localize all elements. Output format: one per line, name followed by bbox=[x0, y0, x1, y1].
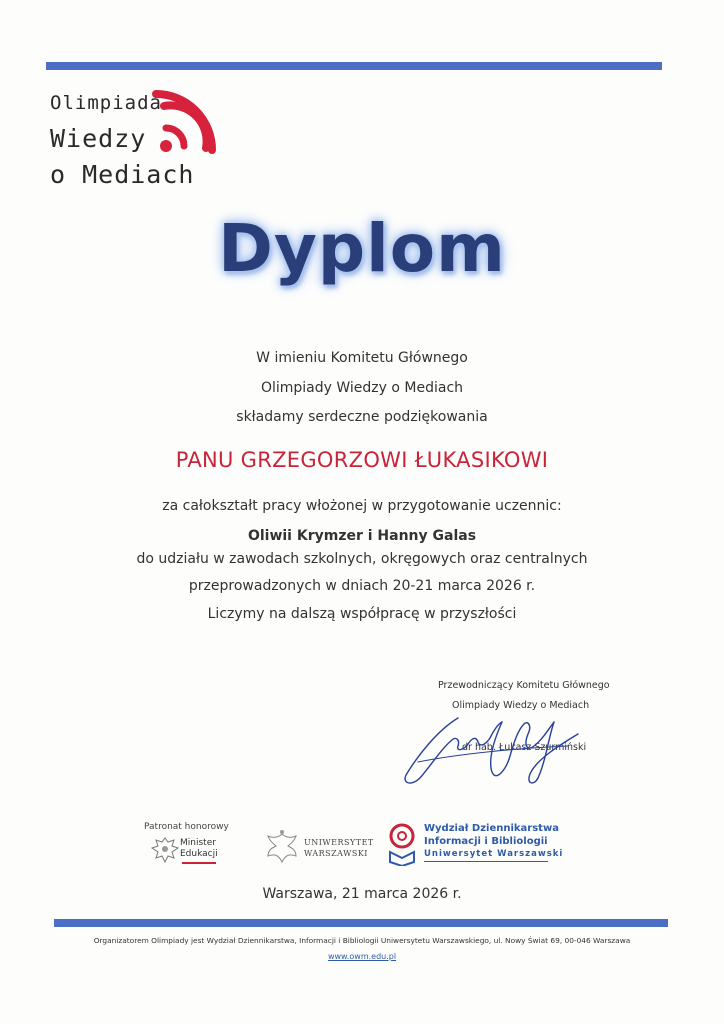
body-line-5: Liczymy na dalszą współpracę w przyszłości bbox=[207, 606, 517, 622]
body-line-3: do udziału w zawodach szkolnych, okręgowych oraz centralnych bbox=[136, 551, 588, 567]
diploma-title: Dyplom bbox=[218, 210, 506, 287]
organizer-footer: Organizatorem Olimpiady jest Wydział Dziennikarstwa, Informacji i Bibliologii Uniwersytetu Warszawskiego, ul. Nowy Świat 69, 00-046 Warszawa bbox=[93, 936, 631, 945]
university-line-2: WARSZAWSKI bbox=[304, 849, 368, 858]
body-line-4: przeprowadzonych w dniach 20-21 marca 2026 r. bbox=[188, 578, 536, 594]
olympiad-logo bbox=[50, 88, 230, 198]
signatory-role-line-2: Olimpiady Wiedzy o Mediach bbox=[452, 700, 590, 711]
patronage-label: Patronat honorowy bbox=[144, 822, 229, 832]
intro-line-3: składamy serdeczne podziękowania bbox=[236, 409, 488, 425]
place-and-date: Warszawa, 21 marca 2026 r. bbox=[262, 886, 462, 902]
minister-line-2: Edukacji bbox=[180, 849, 218, 859]
minister-line-1: Minister bbox=[180, 838, 216, 848]
logo-line-3: o Mediach bbox=[50, 160, 195, 189]
faculty-underline bbox=[424, 861, 548, 862]
minister-underline bbox=[182, 862, 216, 864]
website-link[interactable]: www.owm.edu.pl bbox=[327, 952, 397, 961]
faculty-line-2: Informacji i Bibliologii bbox=[424, 836, 548, 847]
faculty-line-3: Uniwersytet Warszawski bbox=[424, 849, 564, 859]
student-names: Oliwii Krymzer i Hanny Galas bbox=[247, 528, 477, 544]
signal-arcs-icon bbox=[138, 88, 218, 168]
university-eagle-icon bbox=[262, 828, 302, 868]
body-line-1: za całokształt pracy włożonej w przygotowanie uczennic: bbox=[162, 498, 562, 514]
intro-line-1: W imieniu Komitetu Głównego bbox=[256, 350, 468, 366]
bottom-decorative-bar bbox=[54, 919, 668, 927]
eagle-emblem-icon bbox=[150, 834, 180, 866]
signatory-role-line-1: Przewodniczący Komitetu Głównego bbox=[438, 680, 610, 691]
top-decorative-bar bbox=[46, 62, 662, 70]
faculty-logo-icon bbox=[384, 820, 424, 866]
logo-line-2: Wiedzy bbox=[50, 124, 147, 153]
university-name bbox=[304, 837, 374, 859]
faculty-name bbox=[424, 822, 563, 861]
logo-line-1: Olimpiada bbox=[50, 92, 162, 114]
minister-label bbox=[180, 838, 218, 860]
signatory-name: dr hab. Łukasz Szurmiński bbox=[462, 742, 587, 753]
intro-line-2: Olimpiady Wiedzy o Mediach bbox=[260, 380, 464, 396]
university-line-1: UNIWERSYTET bbox=[304, 838, 374, 847]
faculty-line-1: Wydział Dziennikarstwa bbox=[424, 823, 559, 834]
recipient-name: PANU GRZEGORZOWI ŁUKASIKOWI bbox=[175, 448, 549, 472]
handwritten-signature bbox=[398, 700, 598, 790]
